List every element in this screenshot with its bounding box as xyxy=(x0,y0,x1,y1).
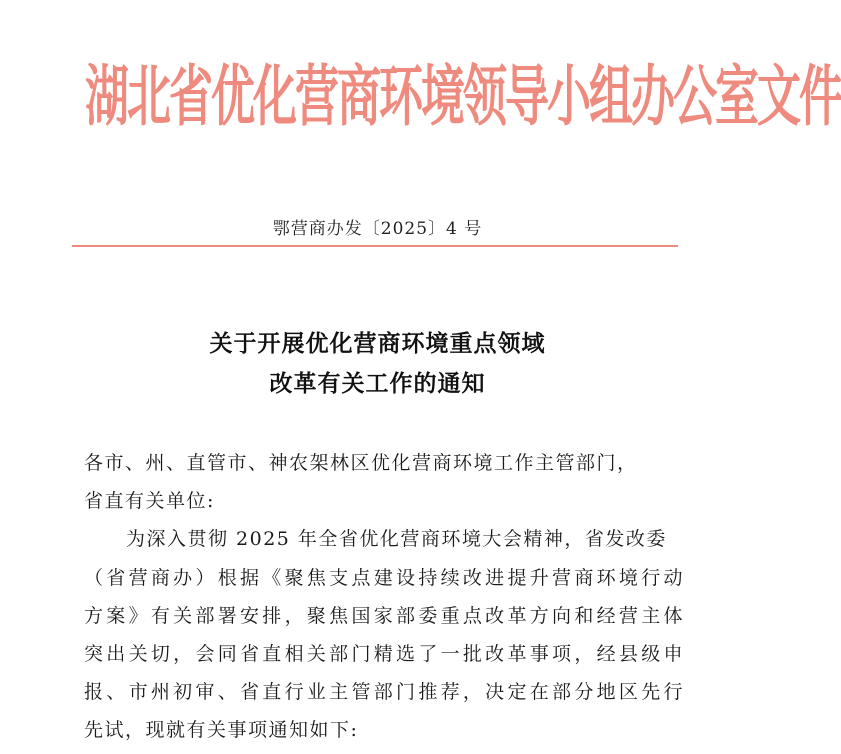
red-separator-line xyxy=(72,245,678,247)
issuer-header-title: 湖北省优化营商环境领导小组办公室文件 xyxy=(85,59,841,136)
recipients-line-2: 省直有关单位: xyxy=(84,490,215,512)
document-title-line-1: 关于开展优化营商环境重点领域 xyxy=(209,331,546,357)
body-paragraph-line-3: 方案》有关部署安排，聚焦国家部委重点改革方向和经营主体 xyxy=(84,605,684,627)
body-paragraph-line-6: 先试，现就有关事项通知如下: xyxy=(84,719,359,741)
recipients-line-1: 各市、州、直管市、神农架林区优化营商环境工作主管部门， xyxy=(84,452,638,474)
body-paragraph-line-1: 为深入贯彻 2025 年全省优化营商环境大会精神，省发改委 xyxy=(126,528,667,550)
document-title-line-2: 改革有关工作的通知 xyxy=(269,371,486,397)
body-paragraph-line-2: （省营商办）根据《聚焦支点建设持续改进提升营商环境行动 xyxy=(84,567,684,589)
body-paragraph-line-4: 突出关切，会同省直相关部门精选了一批改革事项，经县级申 xyxy=(84,643,684,665)
document-number: 鄂营商办发〔2025〕4 号 xyxy=(272,219,483,239)
body-paragraph-line-5: 报、市州初审、省直行业主管部门推荐，决定在部分地区先行 xyxy=(84,681,684,703)
